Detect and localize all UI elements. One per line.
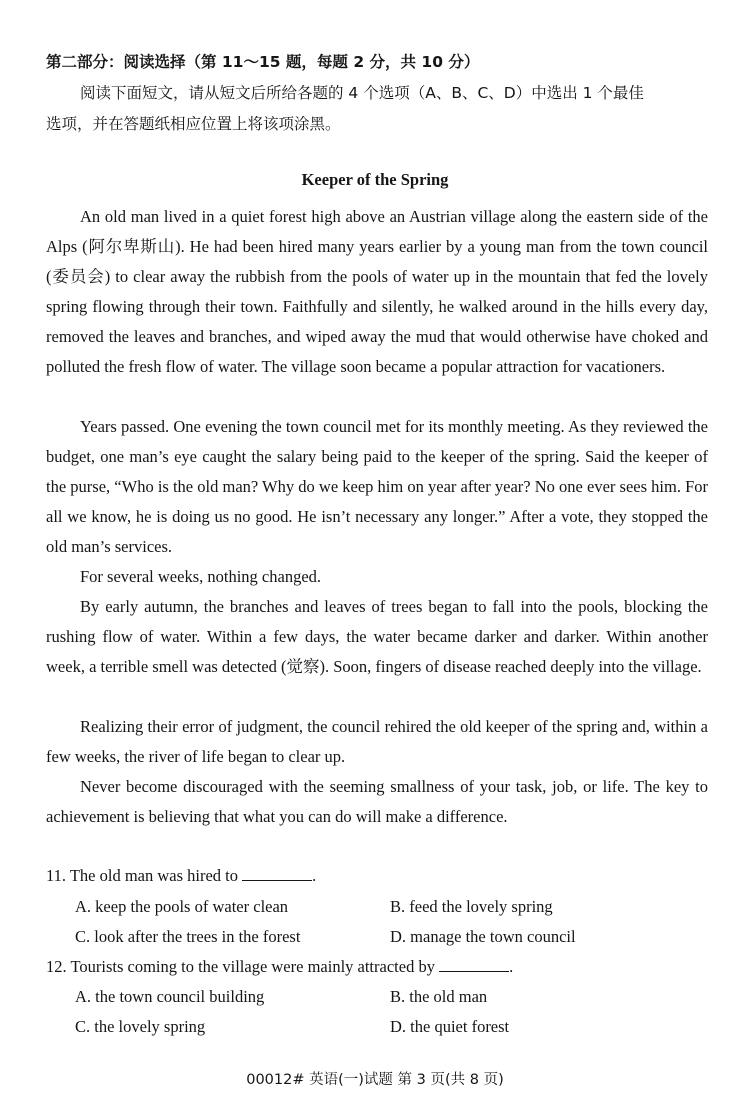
option-b[interactable]: B. feed the lovely spring <box>390 897 553 916</box>
instruction-text: 阅读下面短文，请从短文后所给各题的 4 个选项（A、B、C、D）中选出 1 个最佳 <box>80 84 644 102</box>
passage-paragraph: Years passed. One evening the town council met for its monthly meeting. As they reviewed the budget, one man’s eye caught the salary being paid to the keeper of the spring. Said the keeper of the purse, “Who is the old man? Why do we keep him on year after year? No one ever sees him. For all we know, he is doing us no good. He isn’t necessary any longer.” After a vote, they stopped the old man’s services. <box>46 417 708 556</box>
question-number: 11. <box>46 866 67 885</box>
passage-paragraph: An old man lived in a quiet forest high above an Austrian village along the eastern side of the Alps (阿尔卑斯山). He had been hired many years earlier by a young man from the town council (委员会) to clear away the rubbish from the pools of water up in the mountain that fed the lovely spring flowing through their town. Faithfully and silently, he walked around in the hills every day, removed the leaves and branches, and wiped away the mud that would otherwise have choked and polluted the fresh flow of water. The village soon became a popular attraction for vacationers. <box>46 207 708 376</box>
option-a[interactable]: A. the town council building <box>75 987 265 1006</box>
page-footer: 00012# 英语(一)试题 第 3 页(共 8 页) <box>246 1072 504 1088</box>
question-number: 12. <box>46 957 67 976</box>
answer-blank <box>439 957 509 972</box>
passage-paragraph: For several weeks, nothing changed. <box>80 567 322 586</box>
question-12-stem: 12. Tourists coming to the village were mainly attracted by . <box>46 957 514 976</box>
passage-title: Keeper of the Spring <box>301 170 449 189</box>
option-d[interactable]: D. manage the town council <box>390 927 576 946</box>
question-11-stem: 11. The old man was hired to . <box>46 866 317 885</box>
option-c[interactable]: C. look after the trees in the forest <box>75 927 301 946</box>
answer-blank <box>242 866 312 881</box>
option-a[interactable]: A. keep the pools of water clean <box>75 897 289 916</box>
question-text: Tourists coming to the village were mainly attracted by <box>70 957 435 976</box>
passage-paragraph: Never become discouraged with the seeming smallness of your task, job, or life. The key to achievement is believing that what you can do will make a difference. <box>46 777 708 826</box>
section-heading: 第二部分：阅读选择（第 11～15 题，每题 2 分，共 10 分） <box>46 53 480 71</box>
instruction-text-cont: 选项，并在答题纸相应位置上将该项涂黑。 <box>46 115 341 133</box>
question-text: The old man was hired to <box>69 866 239 885</box>
option-c[interactable]: C. the lovely spring <box>75 1017 206 1036</box>
option-d[interactable]: D. the quiet forest <box>390 1017 510 1036</box>
passage-paragraph: By early autumn, the branches and leaves of trees began to fall into the pools, blocking the rushing flow of water. Within a few days, the water became darker and darker. Within another week, a terrible smell was detected (觉察). Soon, fingers of disease reached deeply into the village. <box>46 597 708 676</box>
passage-paragraph: Realizing their error of judgment, the council rehired the old keeper of the spring and, within a few weeks, the river of life began to clear up. <box>46 717 708 766</box>
option-b[interactable]: B. the old man <box>390 987 488 1006</box>
